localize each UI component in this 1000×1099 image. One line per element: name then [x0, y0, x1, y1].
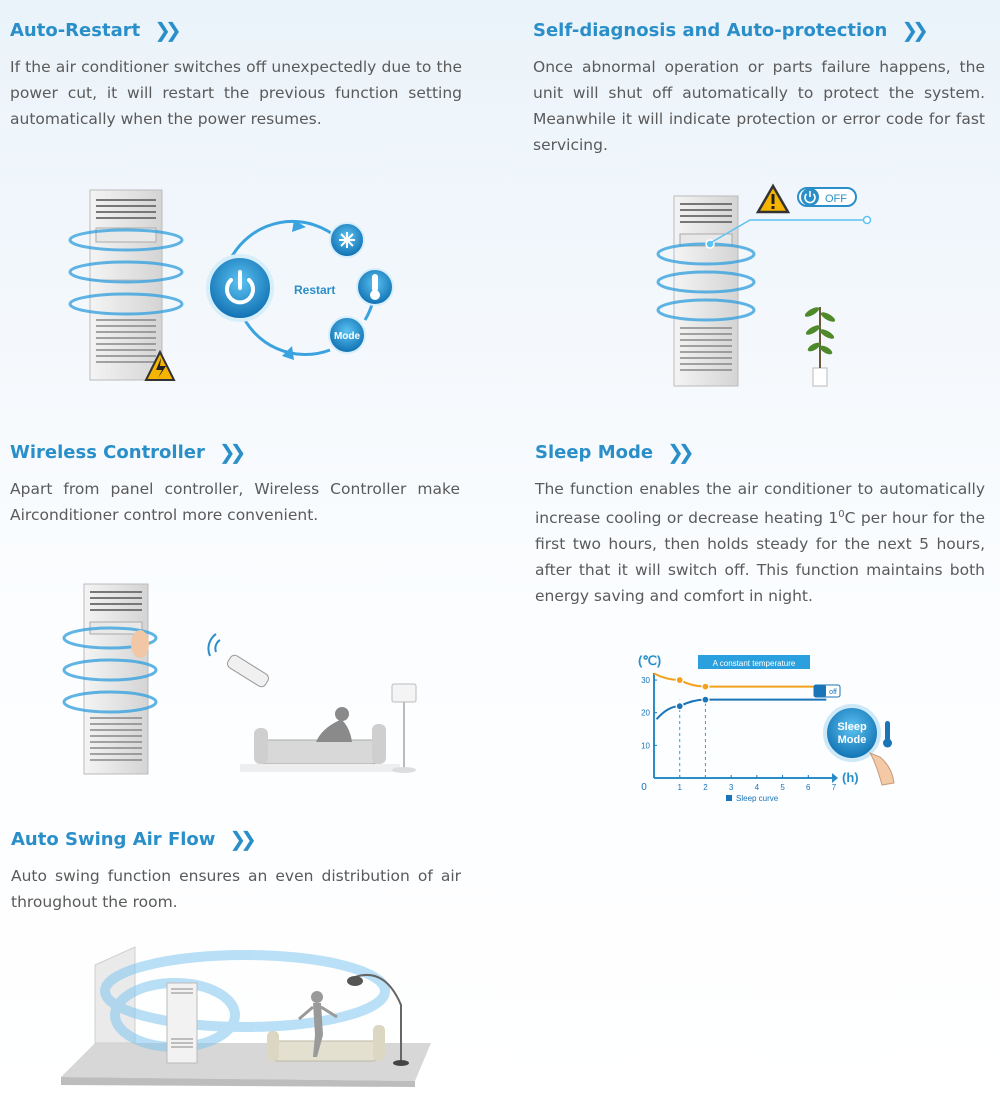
wireless-description: Apart from panel controller, Wireless Controller make Airconditioner control more convenient. — [10, 480, 460, 524]
chevron-right-icon: ❯❯ — [901, 18, 923, 42]
off-label: OFF — [825, 193, 847, 205]
mode-icon — [329, 317, 365, 353]
chart-off-label: off — [829, 689, 837, 696]
finger-pointer-icon — [870, 753, 894, 785]
chart-off-indicator — [814, 685, 840, 697]
heading-text: Self-diagnosis and Auto-protection — [533, 19, 888, 41]
x-tick-label: 6 — [806, 783, 811, 792]
heading-text: Sleep Mode — [535, 441, 654, 463]
sleep-mode-badge — [825, 706, 879, 760]
chevron-right-icon: ❯❯ — [667, 440, 689, 464]
section-self-diagnosis — [533, 18, 985, 158]
heading-text: Auto-Restart — [10, 19, 141, 41]
plant-icon — [804, 305, 837, 386]
signal-waves-icon — [208, 634, 220, 656]
x-tick-label: 5 — [780, 783, 785, 792]
thermometer-icon — [883, 721, 892, 748]
x-tick-label: 2 — [703, 783, 708, 792]
legend-label: Sleep curve — [736, 794, 779, 803]
data-point-cooling — [676, 677, 683, 684]
x-tick-label: 0 — [641, 782, 647, 793]
data-point-cooling — [702, 683, 709, 690]
power-button-icon — [208, 256, 272, 320]
y-axis-label: (℃) — [638, 653, 662, 668]
auto-restart-description: If the air conditioner switches off unexpectedly due to the power cut, it will restart the previous function setting automatically when the power resumes. — [10, 58, 462, 128]
ac-unit-icon — [658, 196, 754, 386]
remote-control-icon — [226, 653, 271, 688]
air-flow-icon — [105, 955, 385, 1047]
sleep-mode-description — [535, 476, 985, 609]
heading-text: Wireless Controller — [10, 441, 205, 463]
heading-wireless — [10, 440, 460, 464]
auto-swing-description: Auto swing function ensures an even distribution of air throughout the room. — [11, 867, 461, 911]
y-tick-label: 20 — [641, 708, 650, 718]
heading-auto-restart — [10, 18, 462, 42]
x-tick-label: 1 — [677, 783, 682, 792]
heading-text: Auto Swing Air Flow — [11, 828, 216, 850]
off-indicator — [798, 188, 856, 206]
person-icon — [316, 707, 352, 742]
self-diagnosis-illustration — [650, 182, 880, 392]
section-auto-restart — [10, 18, 462, 132]
desc-part: C per hour for the first two hours, then holds steady for the next 5 hours, after that it will switch off. This function maintains both energy saving and comfort in night. — [535, 509, 986, 606]
self-diagnosis-description: Once abnormal operation or parts failure happens, the unit will shut off automatically to protect the system. Meanwhile it will indicate protection or error code for fast servicing. — [533, 58, 985, 154]
section-sleep-mode — [535, 440, 985, 609]
x-axis-label: (h) — [842, 770, 859, 785]
badge-line2: Mode — [837, 734, 867, 746]
section-wireless — [10, 440, 460, 528]
desc-sup: 0 — [838, 509, 845, 520]
legend-swatch — [726, 795, 732, 801]
floor-lamp-icon — [392, 684, 416, 773]
thermometer-icon — [357, 269, 393, 305]
annotation-label: A constant temperature — [712, 659, 796, 668]
x-tick-label: 3 — [728, 783, 734, 792]
wireless-illustration — [30, 578, 450, 783]
ac-unit-icon — [70, 190, 182, 380]
data-point-heating — [702, 696, 709, 703]
y-tick-label: 10 — [641, 741, 650, 751]
auto-swing-illustration — [55, 945, 440, 1090]
sleep-curve-chart — [630, 645, 905, 815]
chevron-right-icon: ❯❯ — [229, 827, 251, 851]
heading-sleep-mode — [535, 440, 985, 464]
x-tick-label: 7 — [831, 783, 837, 792]
y-tick-label: 30 — [641, 676, 650, 686]
data-point-heating — [676, 703, 683, 710]
warning-icon — [758, 186, 788, 212]
desc-part: The function enables the air conditioner to automatically increase cooling or decrease heating 1 — [535, 480, 985, 528]
section-auto-swing — [11, 827, 461, 915]
badge-line1: Sleep — [837, 721, 867, 733]
x-tick-label: 4 — [754, 783, 760, 792]
ac-unit-icon — [64, 584, 156, 774]
mode-label: Mode — [333, 331, 361, 342]
restart-label: Restart — [294, 283, 336, 297]
chevron-right-icon: ❯❯ — [218, 440, 241, 464]
chevron-right-icon: ❯❯ — [154, 18, 176, 42]
auto-restart-illustration — [60, 180, 420, 390]
sofa-icon — [240, 724, 400, 772]
heading-self-diagnosis — [533, 18, 985, 42]
heading-auto-swing — [11, 827, 461, 851]
hand-icon — [131, 630, 149, 658]
x-axis-arrow — [832, 773, 838, 783]
ac-unit-icon — [167, 983, 197, 1063]
fan-icon — [330, 223, 364, 257]
